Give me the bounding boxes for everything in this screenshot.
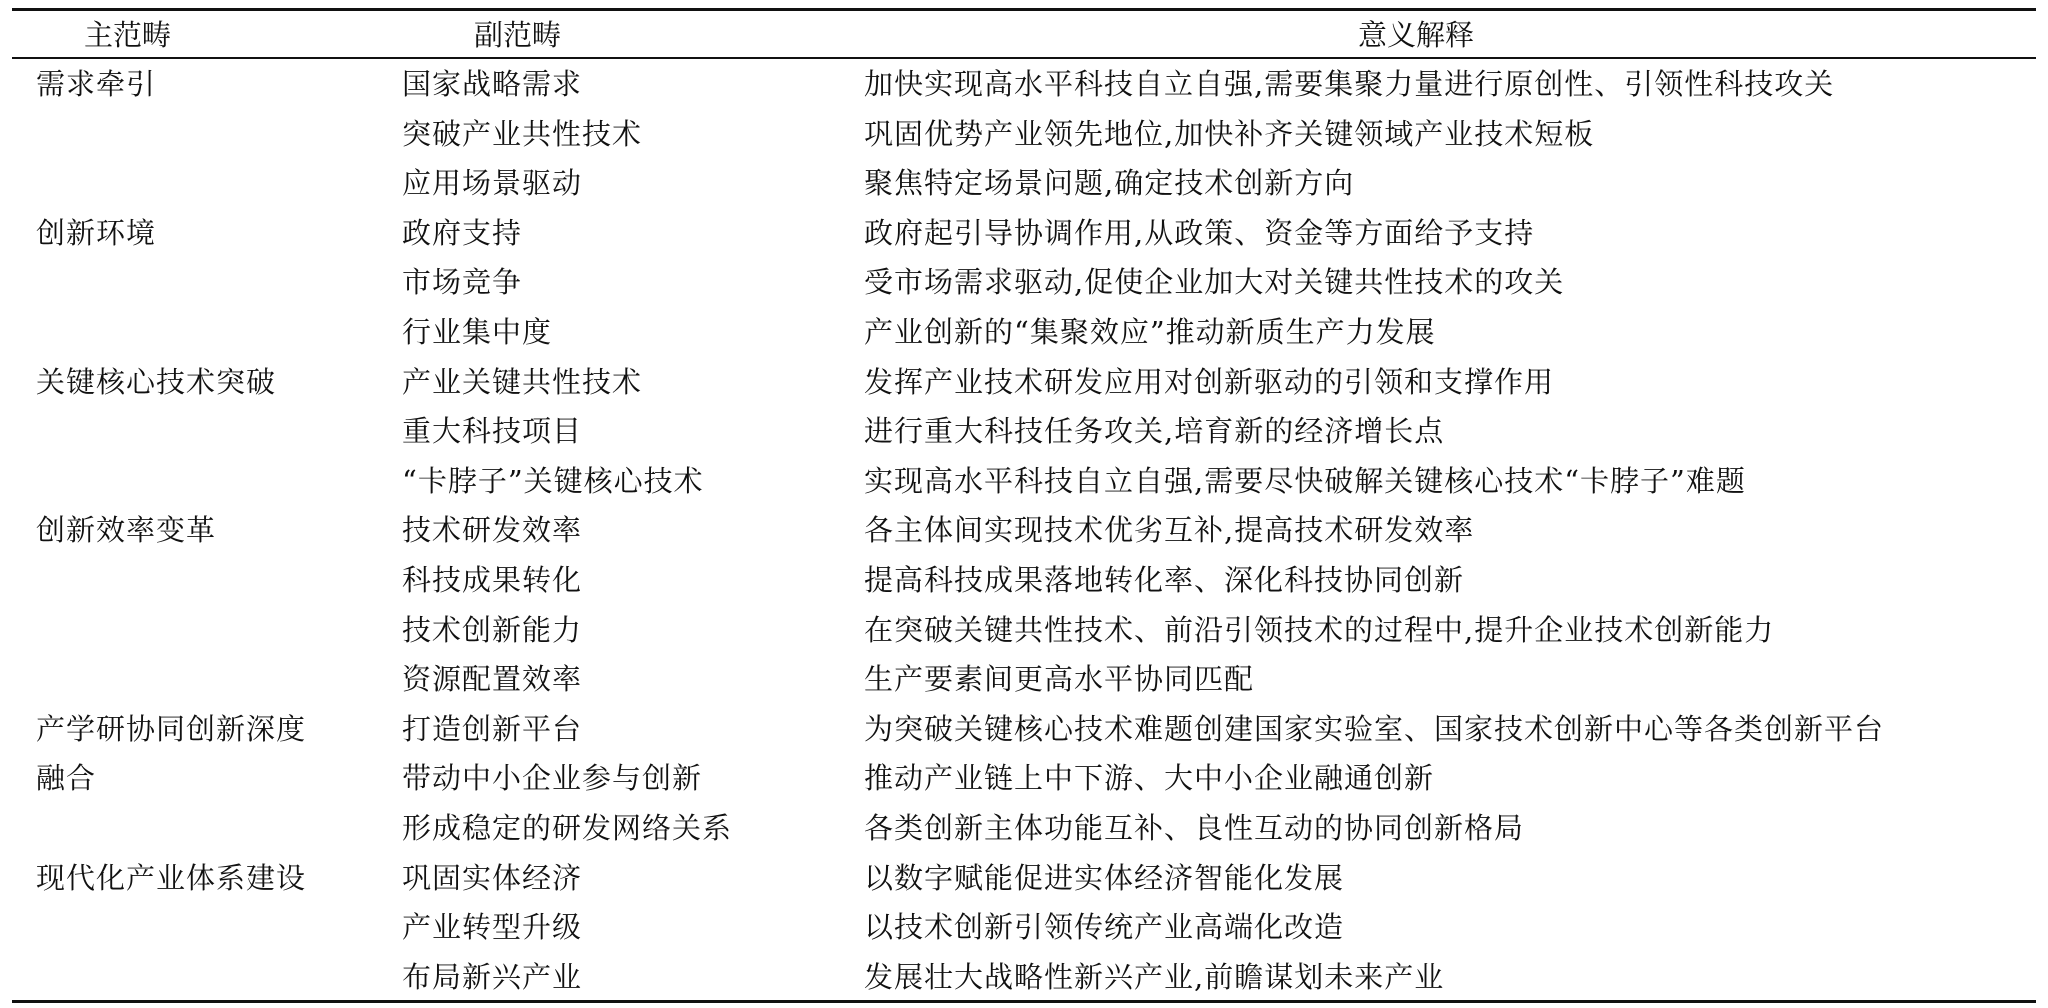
main-category-cell: 创新效率变革 — [36, 513, 217, 548]
sub-category-cell: 产业关键共性技术 — [402, 364, 643, 399]
table-row — [12, 208, 2036, 258]
meaning-cell: 进行重大科技任务攻关,培育新的经济增长点 — [864, 414, 1445, 449]
table-row — [12, 158, 2036, 208]
meaning-cell: 产业创新的“集聚效应”推动新质生产力发展 — [864, 314, 1436, 349]
meaning-cell: 实现高水平科技自立自强,需要尽快破解关键核心技术“卡脖子”难题 — [864, 463, 1746, 498]
main-category-cell: 创新环境 — [36, 215, 157, 250]
sub-category-cell: 布局新兴产业 — [402, 959, 583, 994]
table-row — [12, 605, 2036, 655]
meaning-cell: 各类创新主体功能互补、良性互动的协同创新格局 — [864, 810, 1525, 845]
table-row — [12, 505, 2036, 555]
table-row — [12, 902, 2036, 952]
meaning-cell: 提高科技成果落地转化率、深化科技协同创新 — [864, 562, 1465, 597]
meaning-cell: 受市场需求驱动,促使企业加大对关键共性技术的攻关 — [864, 265, 1565, 300]
sub-category-cell: 政府支持 — [402, 215, 523, 250]
sub-category-cell: 国家战略需求 — [402, 67, 583, 101]
main-category-cell: 关键核心技术突破 — [36, 364, 277, 399]
sub-category-cell: 产业转型升级 — [402, 910, 583, 945]
sub-category-cell: 打造创新平台 — [402, 711, 583, 746]
meaning-cell: 政府起引导协调作用,从政策、资金等方面给予支持 — [864, 215, 1535, 250]
table-body — [12, 59, 2036, 1001]
sub-category-cell: 带动中小企业参与创新 — [402, 761, 703, 796]
header-meaning: 意义解释 — [1358, 18, 1475, 52]
table-row — [12, 456, 2036, 506]
meaning-cell: 以数字赋能促进实体经济智能化发展 — [864, 860, 1345, 895]
meaning-cell: 巩固优势产业领先地位,加快补齐关键领域产业技术短板 — [864, 116, 1595, 151]
table-row — [12, 803, 2036, 853]
sub-category-cell: 巩固实体经济 — [402, 860, 583, 895]
main-category-cell: 产学研协同创新深度 — [36, 711, 307, 746]
meaning-cell: 加快实现高水平科技自立自强,需要集聚力量进行原创性、引领性科技攻关 — [864, 67, 1835, 101]
sub-category-cell: “卡脖子”关键核心技术 — [402, 463, 704, 498]
header-sub-category: 副范畴 — [474, 18, 562, 52]
sub-category-cell: 应用场景驱动 — [402, 166, 583, 201]
meaning-cell: 推动产业链上中下游、大中小企业融通创新 — [864, 761, 1435, 796]
table-header — [12, 11, 2036, 57]
main-category-cell: 融合 — [36, 761, 97, 796]
header-main-category: 主范畴 — [84, 18, 172, 52]
main-category-cell: 需求牵引 — [36, 67, 157, 101]
table-row — [12, 853, 2036, 903]
table-row — [12, 753, 2036, 803]
meaning-cell: 以技术创新引领传统产业高端化改造 — [864, 910, 1345, 945]
table-row — [12, 59, 2036, 109]
sub-category-cell: 技术创新能力 — [402, 612, 583, 647]
sub-category-cell: 行业集中度 — [402, 314, 553, 349]
table-row — [12, 654, 2036, 704]
table-row — [12, 307, 2036, 357]
main-category-cell: 现代化产业体系建设 — [36, 860, 307, 895]
sub-category-cell: 科技成果转化 — [402, 562, 583, 597]
meaning-cell: 生产要素间更高水平协同匹配 — [864, 662, 1255, 697]
meaning-cell: 聚焦特定场景问题,确定技术创新方向 — [864, 166, 1355, 201]
sub-category-cell: 市场竞争 — [402, 265, 523, 300]
table-row — [12, 406, 2036, 456]
table-row — [12, 109, 2036, 159]
meaning-cell: 发展壮大战略性新兴产业,前瞻谋划未来产业 — [864, 959, 1445, 994]
meaning-cell: 在突破关键共性技术、前沿引领技术的过程中,提升企业技术创新能力 — [864, 612, 1775, 647]
meaning-cell: 为突破关键核心技术难题创建国家实验室、国家技术创新中心等各类创新平台 — [864, 711, 1885, 746]
table-row — [12, 257, 2036, 307]
sub-category-cell: 形成稳定的研发网络关系 — [402, 810, 733, 845]
sub-category-cell: 技术研发效率 — [402, 513, 583, 548]
table-row — [12, 704, 2036, 754]
meaning-cell: 各主体间实现技术优劣互补,提高技术研发效率 — [864, 513, 1475, 548]
meaning-cell: 发挥产业技术研发应用对创新驱动的引领和支撑作用 — [864, 364, 1555, 399]
sub-category-cell: 突破产业共性技术 — [402, 116, 643, 151]
table-row — [12, 952, 2036, 1002]
sub-category-cell: 重大科技项目 — [402, 414, 583, 449]
bottom-rule — [12, 1000, 2036, 1003]
table-row — [12, 555, 2036, 605]
table-row — [12, 357, 2036, 407]
sub-category-cell: 资源配置效率 — [402, 662, 583, 697]
